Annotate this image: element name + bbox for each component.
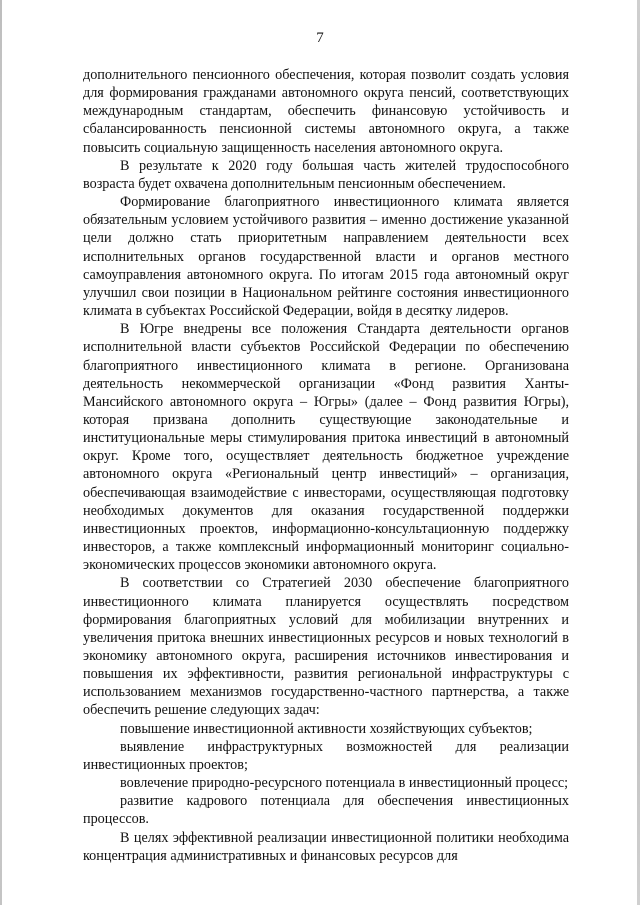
paragraph-yugra-standard: В Югре внедрены все положения Стандарта деятельности органов исполнительной власти субъектов Российской Федерации по обеспечению благоприятного инвестиционного климата в регионе. Организована деятельность некоммерческой организации «Фонд развития Ханты-Мансийского автономного округа – Югры» (далее – Фонд развития Югры), которая призвана дополнить существующие законодательные и институциональные меры стимулирования притока инвестиций в автономный округ. Кроме того, осуществляет деятельность бюджетное учреждение автономного округа «Региональный центр инвестиций» – организация, обеспечивающая взаимодействие с инвесторами, осуществляющая подготовку необходимых документов для оказания государственной поддержки инвестиционных проектов, информационно-консультационную поддержку инвесторов, а также комплексный информационный мониторинг социально-экономических процессов экономики автономного округа. (83, 321, 569, 574)
paragraph-policy-concentration: В целях эффективной реализации инвестиционной политики необходима концентрация административных и финансовых ресурсов для (83, 829, 569, 864)
scan-edge-left (0, 0, 2, 905)
task-item-infrastructure: выявление инфраструктурных возможностей для реализации инвестиционных проектов; (83, 738, 569, 773)
task-item-investment-activity: повышение инвестиционной активности хозяйствующих субъектов; (120, 720, 533, 737)
page-number: 7 (316, 30, 324, 46)
paragraph-strategy-2030: В соответствии со Стратегией 2030 обеспечение благоприятного инвестиционного климата планируется осуществлять посредством формирования благоприятных условий для мобилизации внутренних и увеличения притока внешних инвестиционных ресурсов и новых технологий в экономику автономного округа, расширения источников инвестирования и повышения их эффективности, развития региональной инфраструктуры с использованием механизмов государственно-частного партнерства, а также обеспечить решение следующих задач: (83, 575, 569, 719)
document-body (83, 66, 569, 865)
paragraph-investment-climate: Формирование благоприятного инвестиционного климата является обязательным условием устойчивого развития – именно достижение указанной цели должно стать приоритетным направлением деятельности всех исполнительных органов государственной власти и органов местного самоуправления автономного округа. По итогам 2015 года автономный округ улучшил свои позиции в Национальном рейтинге состояния инвестиционного климата в субъектах Российской Федерации, войдя в десятку лидеров. (83, 194, 569, 320)
task-item-natural-resources: вовлечение природно-ресурсного потенциала в инвестиционный процесс; (120, 775, 569, 792)
paragraph-pension-result: В результате к 2020 году большая часть жителей трудоспособного возраста будет охвачена дополнительным пенсионным обеспечением. (83, 157, 569, 192)
task-item-human-resources: развитие кадрового потенциала для обеспечения инвестиционных процессов. (83, 793, 569, 828)
paragraph-pension-continuation: дополнительного пенсионного обеспечения, которая позволит создать условия для формирования гражданами автономного округа пенсий, соответствующих международным стандартам, обеспечить финансовую устойчивость и сбалансированность пенсионной системы автономного округа, а также повысить социальную защищенность населения автономного округа. (83, 67, 569, 156)
